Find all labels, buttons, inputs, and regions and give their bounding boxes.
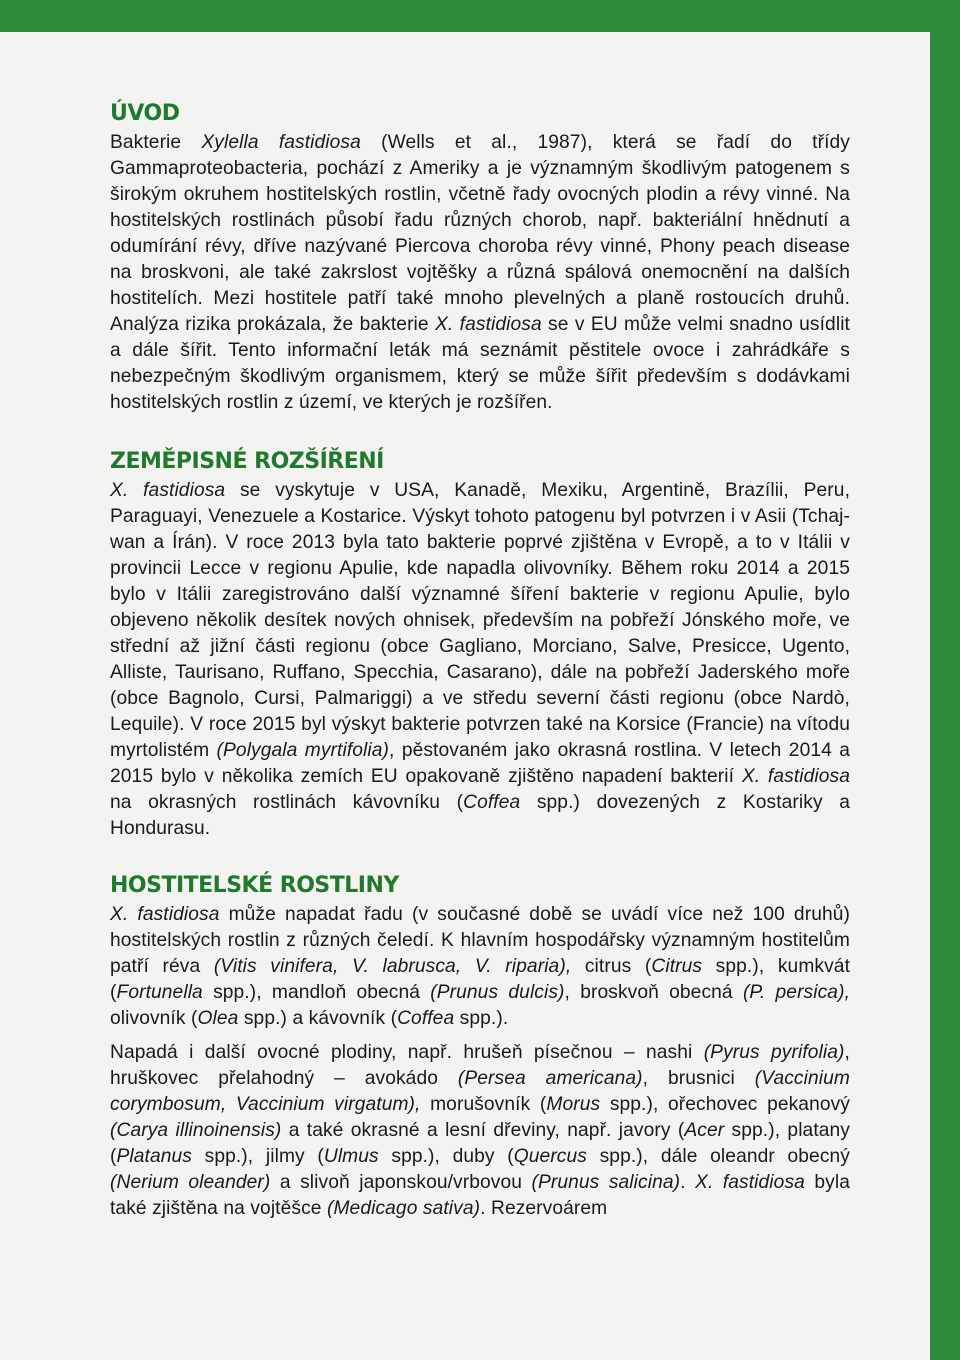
text-run: se v EU může velmi snadno usídlit a dále šířit. Tento informační leták má seznámit pěstitele ovoce i zahrádkáře s nebezpečným škodlivým organismem, který se může šířit především s dodávkami hostitelských rostlin z území, ve kterých je rozšířen. [110, 314, 850, 413]
text-run: olivovník ( [110, 1008, 198, 1029]
text-run: , brusnici [642, 1068, 755, 1089]
text-run: na okrasných rostlinách kávovníku ( [110, 792, 464, 813]
italic-run: (Polygala myrtifolia) [216, 740, 390, 761]
text-run: , pěstovaném jako okrasná rostlina. V letech 2014 a 2015 bylo v několika zemích EU opakovaně zjištěno napadení bakterií [110, 740, 851, 787]
document-page [110, 98, 850, 1222]
italic-run: Xylella fastidiosa [201, 132, 361, 153]
italic-run: X. fastidiosa [695, 1172, 805, 1193]
paragraph-zemepisne-rozsireni [110, 478, 850, 842]
paragraph-hostitelske-rostliny-2 [110, 1040, 850, 1222]
italic-run: (P. persica), [742, 982, 851, 1003]
section-title-uvod: ÚVOD [110, 101, 180, 126]
text-run: byla také zjištěna na vojtěšce [110, 1172, 850, 1219]
italic-run: X. fastidiosa [110, 904, 220, 925]
text-run: . Rezervoárem [480, 1198, 608, 1219]
text-run: spp.) a kávovník ( [238, 1008, 398, 1029]
italic-run: Coffea [397, 1008, 455, 1029]
italic-run: Coffea [463, 792, 521, 813]
section-title-zemepisne-rozsireni: ZEMĚPISNÉ ROZŠÍŘENÍ [110, 449, 384, 474]
italic-run: (Nerium oleander) [110, 1172, 271, 1193]
italic-run: Citrus [651, 956, 703, 977]
italic-run: X. fastidiosa [110, 480, 226, 501]
italic-run: (Vaccinium corymbosum, Vaccinium virgatum), [110, 1068, 850, 1115]
italic-run: Acer [684, 1120, 725, 1141]
italic-run: Ulmus [323, 1146, 379, 1167]
text-run: morušovník ( [420, 1094, 547, 1115]
italic-run: Quercus [513, 1146, 587, 1167]
text-run: spp.), duby ( [378, 1146, 514, 1167]
italic-run: (Prunus salicina) [531, 1172, 681, 1193]
text-run: . [680, 1172, 696, 1193]
italic-run: (Vitis vinifera, V. labrusca, V. riparia), [213, 956, 572, 977]
text-run: spp.), jilmy ( [191, 1146, 324, 1167]
italic-run: Fortunella [116, 982, 203, 1003]
italic-run: (Carya illinoinensis) [110, 1120, 282, 1141]
text-run: spp.) dovezených z Kostariky a Hondurasu. [110, 792, 851, 839]
text-run: spp.), ořechovec pekanový [600, 1094, 851, 1115]
italic-run: (Pyrus pyrifolia) [703, 1042, 845, 1063]
text-run: spp.), platany ( [110, 1120, 850, 1167]
italic-run: Platanus [116, 1146, 192, 1167]
section-title-hostitelske-rostliny: HOSTITELSKÉ ROSTLINY [110, 873, 399, 898]
text-run: , broskvoň obecná [564, 982, 743, 1003]
text-run: se vyskytuje v USA, Kanadě, Mexiku, Argentině, Brazílii, Peru, Paraguayi, Venezuele a Kostarice. Výskyt tohoto patogenu byl potvrzen i v Asii (Tchaj-wan a Írán). V roce 2013 byla tato bakterie poprvé zjištěna v Evropě, a to v Itálii v provincii Lecce v regionu Apulie, kde napadla olivovníky. Během roku 2014 a 2015 bylo v Itálii zaregistrováno další významné šíření bakterie v regionu Apulie, bylo objeveno několik desítek nových ohnisek, především na pobřeží Jónského moře, ve střední až jižní části regionu (obce Gagliano, Morciano, Salve, Presicce, Ugento, Alliste, Taurisano, Ruffano, Specchia, Casarano), dále na pobřeží Jaderského moře (obce Bagnolo, Cursi, Palmariggi) a ve středu severní části regionu (obce Nardò, Lequile). V roce 2015 byl výskyt bakterie potvrzen také na Korsice (Francie) na vítodu myrtolistém [110, 480, 850, 761]
italic-run: (Persea americana) [457, 1068, 643, 1089]
paragraph-hostitelske-rostliny-1 [110, 902, 850, 1032]
text-run: a také okrasné a lesní dřeviny, např. javory ( [281, 1120, 685, 1141]
text-run: citrus ( [571, 956, 652, 977]
italic-run: X. fastidiosa [741, 766, 850, 787]
italic-run: (Prunus dulcis) [430, 982, 565, 1003]
text-run: spp.), kumkvát ( [110, 956, 851, 1003]
text-run: a slivoň japonskou/vrbovou [270, 1172, 532, 1193]
text-run: (Wells et al., 1987), která se řadí do třídy Gammaproteobacteria, pochází z Ameriky a je významným škodlivým patogenem s širokým okruhem hostitelských rostlin, včetně řady ovocných plodin a révy vinné. Na hostitelských rostlinách působí řadu různých chorob, např. bakteriální hnědnutí a odumírání révy, dříve nazývané Piercova choroba révy vinné, Phony peach disease na broskvoni, ale také zakrslost vojtěšky a různá spálová onemocnění na dalších hostitelích. Mezi hostitele patří také mnoho plevelných a planě rostoucích druhů. Analýza rizika prokázala, že bakterie [110, 132, 850, 335]
italic-run: Morus [546, 1094, 601, 1115]
italic-run: X. fastidiosa [435, 314, 542, 335]
text-run: spp.), dále oleandr obecný [586, 1146, 850, 1167]
text-run: spp.), mandloň obecná [202, 982, 431, 1003]
text-run: může napadat řadu (v současné době se uvádí více než 100 druhů) hostitelských rostlin z různých čeledí. K hlavním hospodářsky významným hostitelům patří réva [110, 904, 850, 977]
italic-run: (Medicago sativa) [326, 1198, 481, 1219]
text-run: spp.). [454, 1008, 509, 1029]
paragraph-uvod [110, 130, 850, 416]
text-run: Napadá i další ovocné plodiny, např. hrušeň písečnou – nashi [110, 1042, 704, 1063]
text-run: Bakterie [110, 132, 202, 153]
text-run: , hruškovec přelahodný – avokádo [110, 1042, 850, 1089]
italic-run: Olea [197, 1008, 239, 1029]
